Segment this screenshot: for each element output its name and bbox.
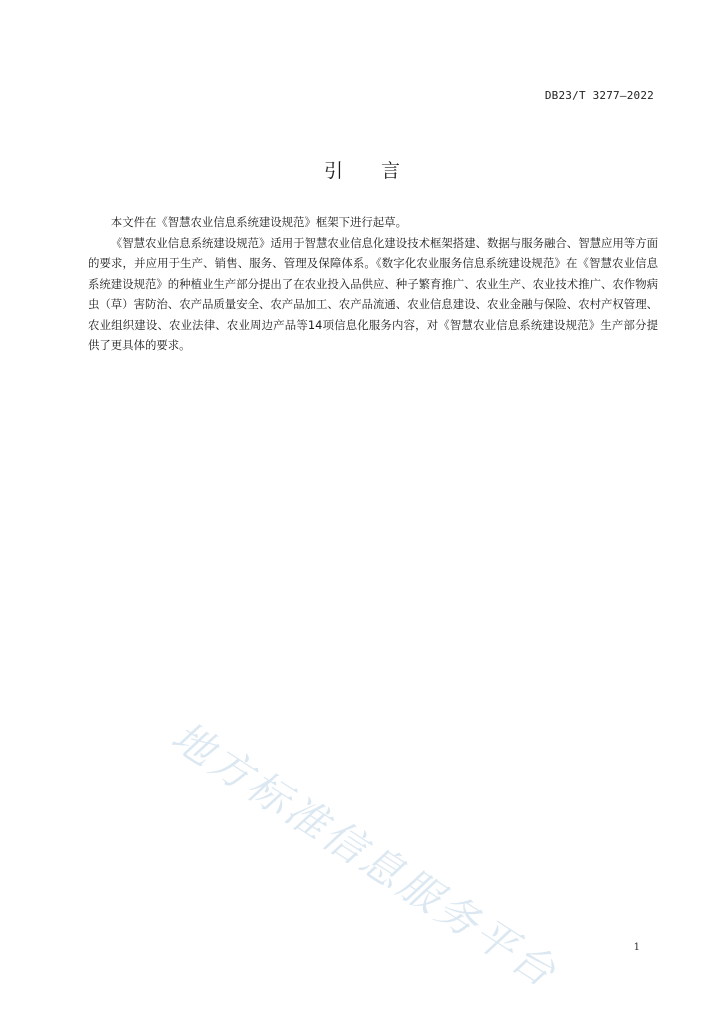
body-text xyxy=(88,212,658,356)
section-title: 引言 xyxy=(323,160,438,182)
document-code: DB23/T 3277—2022 xyxy=(544,89,654,102)
paragraph-1: 本文件在《智慧农业信息系统建设规范》框架下进行起草。 xyxy=(110,215,407,229)
paragraph-2: 《智慧农业信息系统建设规范》适用于智慧农业信息化建设技术框架搭建、数据与服务融合、智慧应用等方面的要求，并应用于生产、销售、服务、管理及保障体系。《数字化农业服务信息系统建设规范》在《智慧农业信息系统建设规范》的种植业生产部分提出了在农业投入品供应、种子繁育推广、农业生产、农业技术推广、农作物病虫（草）害防治、农产品质量安全、农产品加工、农产品流通、农业信息建设、农业金融与保险、农村产权管理、农业组织建设、农业法律、农业周边产品等14项信息化服务内容，对《智慧农业信息系统建设规范》生产部分提供了更具体的要求。 xyxy=(88,235,658,352)
page-number: 1 xyxy=(633,942,640,953)
watermark: 地方标准信息服务平台 xyxy=(163,712,567,998)
